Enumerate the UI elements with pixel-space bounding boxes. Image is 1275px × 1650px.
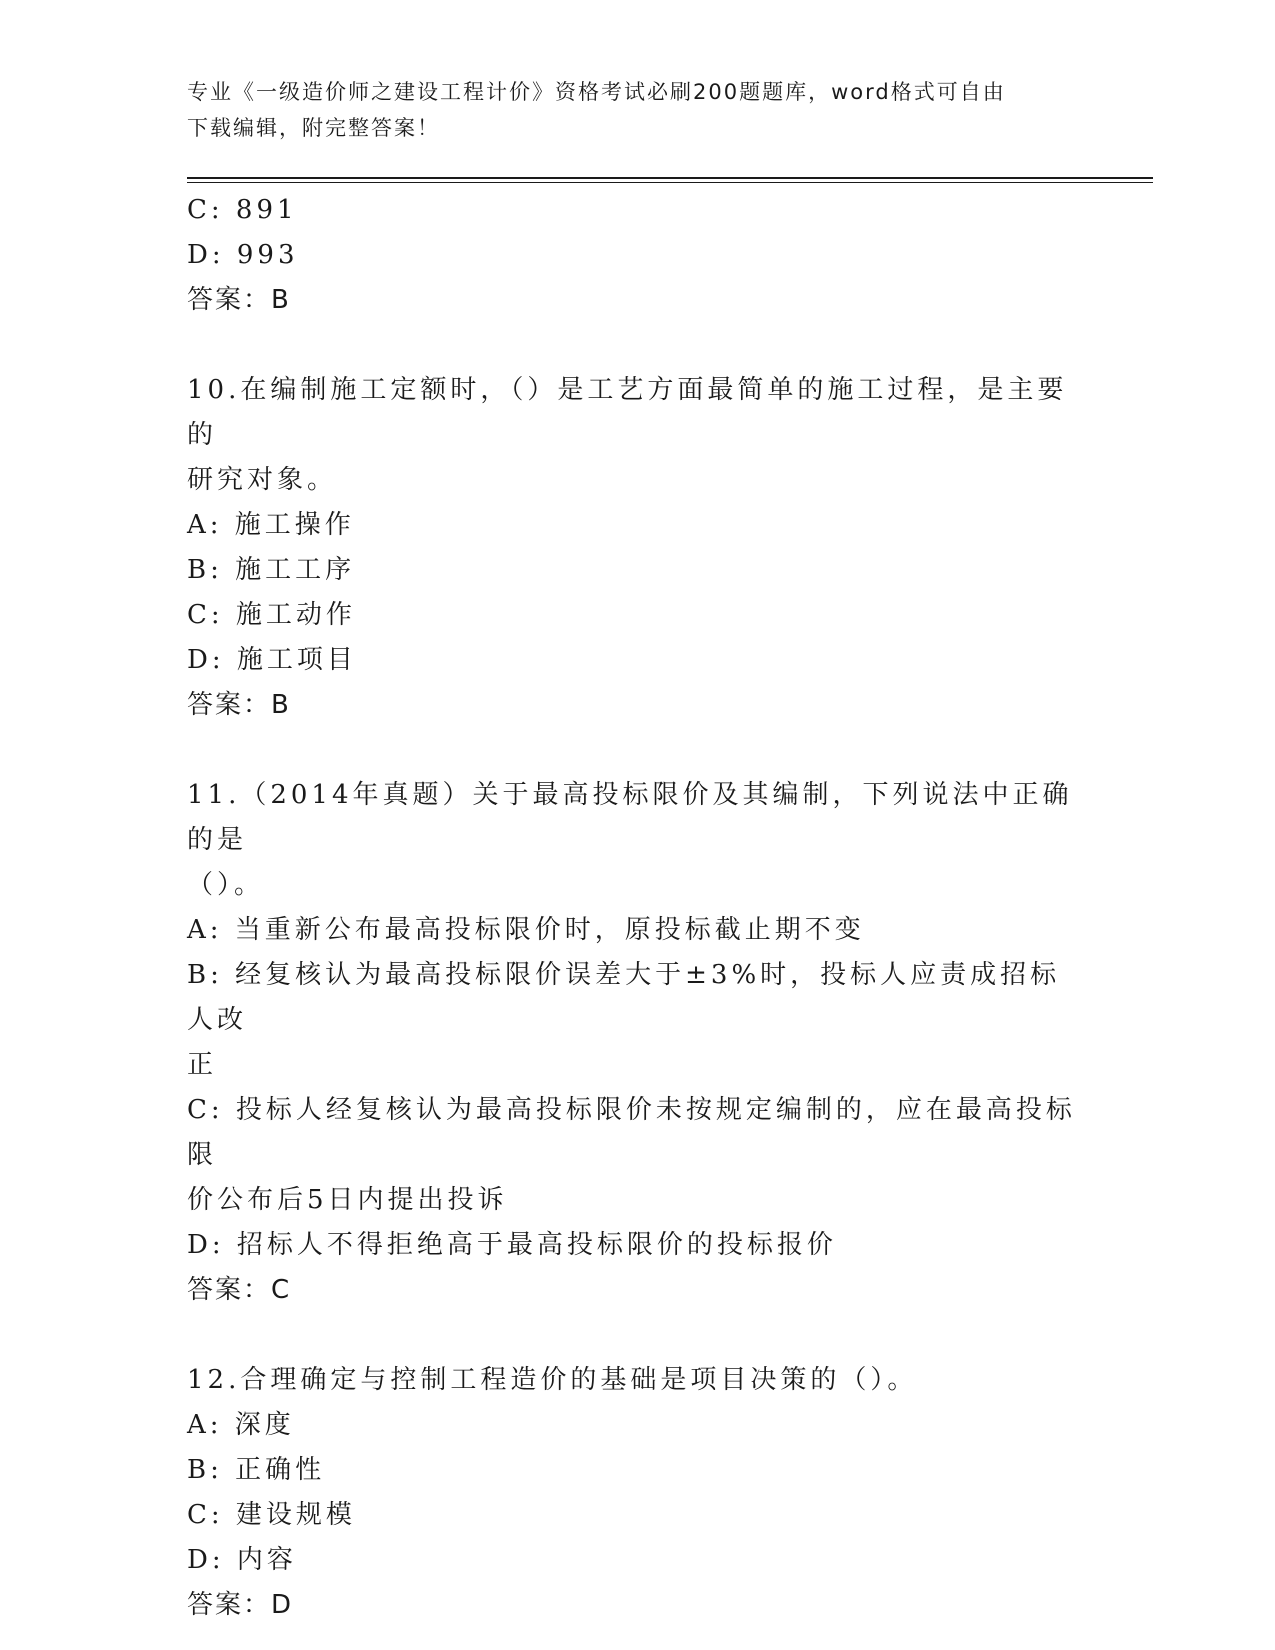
spacer — [187, 323, 1087, 368]
answer: 答案：D — [187, 1590, 294, 1620]
page-header — [187, 74, 1087, 146]
option-d: D: 招标人不得拒绝高于最高投标限价的投标报价 — [187, 1230, 837, 1260]
question-stem-continued: 研究对象。 — [187, 465, 338, 495]
option-c: C: 891 — [187, 195, 298, 225]
option-b-continued: 正 — [187, 1050, 218, 1080]
question-11 — [187, 773, 1087, 1313]
header-rule-thick — [187, 177, 1153, 179]
question-10 — [187, 368, 1087, 728]
option-d: D: 施工项目 — [187, 645, 357, 675]
option-a: A: 施工操作 — [187, 510, 355, 540]
option-b: B: 经复核认为最高投标限价误差大于±3%时，投标人应责成招标人改 — [187, 960, 1061, 1035]
option-a: A: 当重新公布最高投标限价时，原投标截止期不变 — [187, 915, 865, 945]
option-c-continued: 价公布后5日内提出投诉 — [187, 1185, 508, 1215]
question-list — [187, 188, 1087, 1628]
question-12 — [187, 1358, 1087, 1628]
option-d: D: 993 — [187, 240, 299, 270]
question-9 — [187, 188, 1087, 323]
spacer — [187, 1313, 1087, 1358]
option-b: B: 正确性 — [187, 1455, 326, 1485]
option-c: C: 投标人经复核认为最高投标限价未按规定编制的，应在最高投标限 — [187, 1095, 1076, 1170]
question-stem-continued: （）。 — [187, 870, 265, 900]
answer: 答案：B — [187, 690, 291, 720]
spacer — [187, 728, 1087, 773]
option-d: D: 内容 — [187, 1545, 297, 1575]
header-rule-thin — [187, 182, 1153, 183]
answer: 答案：B — [187, 285, 291, 315]
question-stem: 11.（2014年真题）关于最高投标限价及其编制，下列说法中正确的是 — [187, 780, 1073, 855]
option-b: B: 施工工序 — [187, 555, 356, 585]
answer: 答案：C — [187, 1275, 292, 1305]
option-a: A: 深度 — [187, 1410, 295, 1440]
header-line-2: 下载编辑，附完整答案！ — [187, 116, 440, 140]
option-c: C: 建设规模 — [187, 1500, 356, 1530]
question-stem: 12.合理确定与控制工程造价的基础是项目决策的（）。 — [187, 1365, 918, 1395]
header-line-1: 专业《一级造价师之建设工程计价》资格考试必刷200题题库，word格式可自由 — [187, 80, 1006, 104]
question-stem: 10.在编制施工定额时，（）是工艺方面最简单的施工过程，是主要的 — [187, 375, 1068, 450]
option-c: C: 施工动作 — [187, 600, 356, 630]
